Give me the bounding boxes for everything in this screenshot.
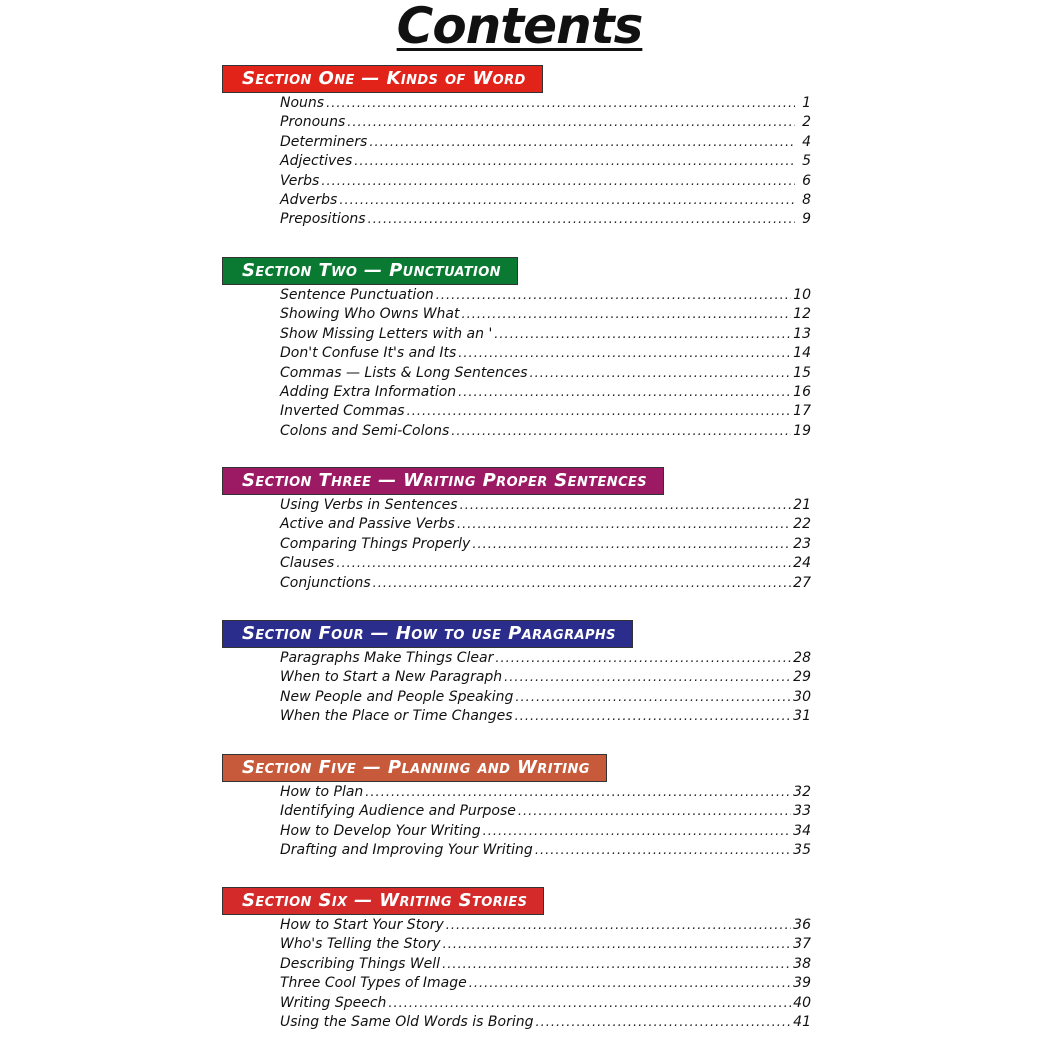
toc-section <box>222 620 811 727</box>
entry-label: How to Start Your Story <box>280 917 444 933</box>
dot-leader <box>458 383 791 402</box>
entry-label: Who's Telling the Story <box>280 936 441 953</box>
dot-leader <box>347 113 795 132</box>
entry-page-number: 16 <box>793 383 811 400</box>
dot-leader <box>483 822 792 841</box>
toc-section <box>222 887 811 1032</box>
dot-leader <box>461 305 791 324</box>
toc-entry <box>280 133 811 152</box>
dot-leader <box>373 574 792 593</box>
entry-label: Prepositions <box>280 211 366 228</box>
dot-leader <box>518 802 791 821</box>
entry-page-number: 1 <box>802 95 811 111</box>
dot-leader <box>495 649 791 668</box>
toc-entry <box>280 422 811 441</box>
entry-page-number: 32 <box>793 784 811 800</box>
toc-entry <box>280 191 811 210</box>
dot-leader <box>457 515 791 534</box>
entry-page-number: 21 <box>793 497 811 513</box>
entry-page-number: 33 <box>793 803 811 820</box>
entry-page-number: 19 <box>793 422 811 439</box>
dot-leader <box>530 364 792 383</box>
section-entries <box>280 94 811 230</box>
dot-leader <box>321 172 795 191</box>
entry-page-number: 35 <box>793 842 811 859</box>
dot-leader <box>451 422 791 441</box>
entry-label: Pronouns <box>280 114 346 131</box>
entry-label: Adding Extra Information <box>280 383 457 400</box>
section-heading: Section Three — Writing Proper Sentences <box>222 467 664 495</box>
toc-entry <box>280 841 811 860</box>
page-title-text: Contents <box>396 0 643 55</box>
page-title <box>0 0 1039 56</box>
entry-label: Colons and Semi-Colons <box>280 422 450 439</box>
toc-entry <box>280 535 811 554</box>
entry-page-number: 38 <box>793 955 811 972</box>
toc-entry <box>280 344 811 363</box>
entry-page-number: 30 <box>793 688 811 705</box>
toc-section <box>222 754 811 861</box>
toc-entry <box>280 305 811 324</box>
entry-page-number: 17 <box>793 403 811 420</box>
entry-page-number: 27 <box>793 574 811 591</box>
section-entries <box>280 916 811 1032</box>
entry-page-number: 40 <box>793 994 811 1011</box>
dot-leader <box>365 783 791 802</box>
dot-leader <box>446 916 791 935</box>
dot-leader <box>339 191 795 210</box>
toc-entry <box>280 554 811 573</box>
toc-entry <box>280 113 811 132</box>
entry-label: Three Cool Types of Image <box>280 975 467 992</box>
dot-leader <box>369 133 795 152</box>
entry-label: Adverbs <box>280 191 338 208</box>
entry-label: When to Start a New Paragraph <box>280 669 503 686</box>
entry-page-number: 31 <box>793 708 811 725</box>
toc-entry <box>280 822 811 841</box>
entry-page-number: 12 <box>793 306 811 323</box>
entry-label: New People and People Speaking <box>280 688 514 705</box>
entry-page-number: 41 <box>793 1013 811 1030</box>
entry-label: Conjunctions <box>280 574 371 591</box>
entry-page-number: 22 <box>793 516 811 533</box>
entry-label: How to Develop Your Writing <box>280 822 481 839</box>
entry-page-number: 6 <box>802 172 811 189</box>
entry-label: Adjectives <box>280 153 353 170</box>
entry-label: Show Missing Letters with an ' <box>280 325 493 342</box>
toc-entry <box>280 916 811 935</box>
toc-entry <box>280 496 811 515</box>
entry-label: When the Place or Time Changes <box>280 708 513 725</box>
entry-page-number: 39 <box>793 975 811 992</box>
entry-label: How to Plan <box>280 784 364 800</box>
dot-leader <box>494 325 791 344</box>
dot-leader <box>535 841 791 860</box>
toc-section <box>222 257 811 441</box>
entry-label: Paragraphs Make Things Clear <box>280 650 494 666</box>
entry-page-number: 29 <box>793 669 811 686</box>
entry-page-number: 36 <box>793 917 811 933</box>
toc-entry <box>280 707 811 726</box>
entry-page-number: 28 <box>793 650 811 666</box>
dot-leader <box>407 402 792 421</box>
entry-page-number: 14 <box>793 345 811 362</box>
toc-entry <box>280 172 811 191</box>
toc-entry <box>280 325 811 344</box>
entry-label: Commas — Lists & Long Sentences <box>280 364 528 381</box>
entry-label: Don't Confuse It's and Its <box>280 345 457 362</box>
entry-label: Nouns <box>280 95 325 111</box>
entry-label: Clauses <box>280 555 335 572</box>
dot-leader <box>336 554 791 573</box>
section-heading: Section Six — Writing Stories <box>222 887 544 915</box>
section-entries <box>280 496 811 593</box>
toc-entry <box>280 649 811 668</box>
section-heading: Section Two — Punctuation <box>222 257 518 285</box>
toc-entry <box>280 94 811 113</box>
entry-label: Comparing Things Properly <box>280 535 471 552</box>
entry-label: Showing Who Owns What <box>280 306 460 323</box>
dot-leader <box>515 707 792 726</box>
entry-page-number: 4 <box>802 133 811 150</box>
entry-label: Sentence Punctuation <box>280 287 434 303</box>
entry-label: Determiners <box>280 133 368 150</box>
toc-entry <box>280 364 811 383</box>
entry-page-number: 8 <box>802 191 811 208</box>
dot-leader <box>326 94 795 113</box>
toc-entry <box>280 994 811 1013</box>
toc-section <box>222 467 811 593</box>
dot-leader <box>504 668 791 687</box>
entry-page-number: 34 <box>793 822 811 839</box>
toc-entry <box>280 574 811 593</box>
dot-leader <box>354 152 795 171</box>
entry-page-number: 15 <box>793 364 811 381</box>
toc-entry <box>280 802 811 821</box>
dot-leader <box>469 974 791 993</box>
entry-label: Using the Same Old Words is Boring <box>280 1013 534 1030</box>
dot-leader <box>472 535 791 554</box>
entry-label: Using Verbs in Sentences <box>280 497 458 513</box>
toc-section <box>222 65 811 230</box>
dot-leader <box>515 688 791 707</box>
entry-page-number: 24 <box>793 555 811 572</box>
dot-leader <box>368 210 795 229</box>
entry-label: Inverted Commas <box>280 403 405 420</box>
dot-leader <box>443 935 792 954</box>
entry-label: Drafting and Improving Your Writing <box>280 842 533 859</box>
entry-page-number: 23 <box>793 535 811 552</box>
entry-label: Describing Things Well <box>280 955 441 972</box>
entry-label: Writing Speech <box>280 994 387 1011</box>
entry-label: Verbs <box>280 172 320 189</box>
section-heading: Section One — Kinds of Word <box>222 65 543 93</box>
entry-page-number: 10 <box>793 287 811 303</box>
toc-entry <box>280 783 811 802</box>
section-entries <box>280 286 811 441</box>
section-heading: Section Four — How to use Paragraphs <box>222 620 633 648</box>
toc-entry <box>280 383 811 402</box>
dot-leader <box>436 286 791 305</box>
toc-entry <box>280 1013 811 1032</box>
dot-leader <box>388 994 791 1013</box>
toc-entry <box>280 688 811 707</box>
section-entries <box>280 783 811 861</box>
toc-entry <box>280 286 811 305</box>
toc-entry <box>280 974 811 993</box>
dot-leader <box>442 955 791 974</box>
toc-entry <box>280 402 811 421</box>
entry-label: Identifying Audience and Purpose <box>280 803 516 820</box>
entry-page-number: 13 <box>793 325 811 342</box>
toc-entry <box>280 210 811 229</box>
dot-leader <box>458 344 791 363</box>
entry-page-number: 5 <box>802 153 811 170</box>
toc-entry <box>280 935 811 954</box>
entry-label: Active and Passive Verbs <box>280 516 455 533</box>
toc-entry <box>280 515 811 534</box>
dot-leader <box>535 1013 791 1032</box>
toc-entry <box>280 152 811 171</box>
section-heading: Section Five — Planning and Writing <box>222 754 607 782</box>
section-entries <box>280 649 811 727</box>
entry-page-number: 37 <box>793 936 811 953</box>
entry-page-number: 2 <box>802 114 811 131</box>
toc-entry <box>280 668 811 687</box>
toc-entry <box>280 955 811 974</box>
entry-page-number: 9 <box>802 211 811 228</box>
dot-leader <box>460 496 792 515</box>
